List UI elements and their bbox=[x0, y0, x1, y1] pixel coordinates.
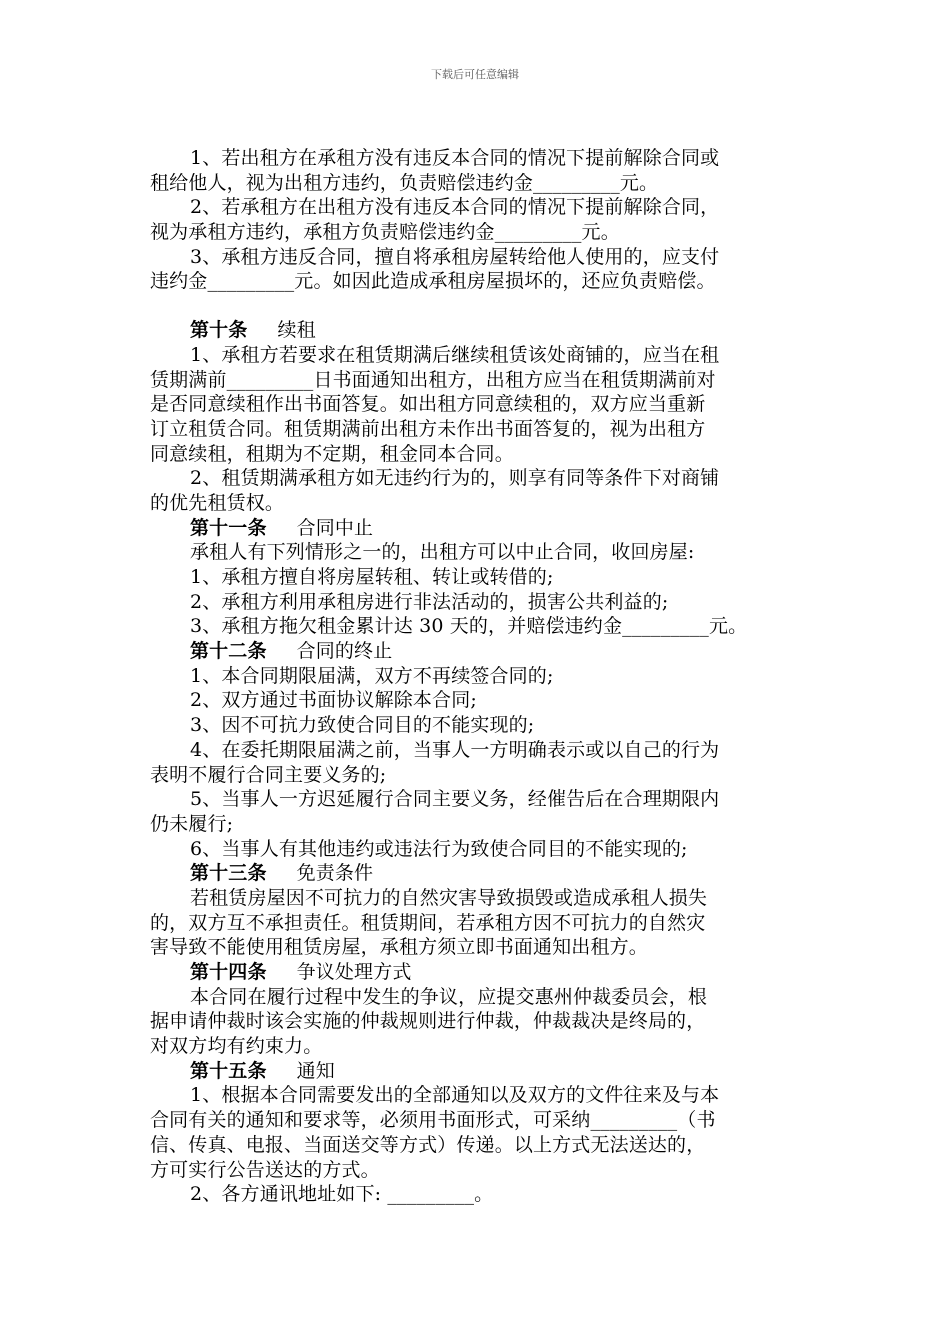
text-line: 赁期满前_________日书面通知出租方，出租方应当在租赁期满前对 bbox=[150, 368, 716, 391]
article-number: 第十五条 bbox=[190, 1059, 267, 1082]
article-title: 续租 bbox=[277, 319, 316, 342]
text-line: 违约金_________元。如因此造成承租房屋损坏的，还应负责赔偿。 bbox=[150, 270, 716, 293]
text-line: 3、因不可抗力致使合同目的不能实现的; bbox=[190, 714, 535, 737]
text-line: 1、若出租方在承租方没有违反本合同的情况下提前解除合同或 bbox=[190, 147, 720, 169]
article-heading bbox=[150, 1059, 810, 1084]
text-line: 租给他人，视为出租方违约，负责赔偿违约金_________元。 bbox=[150, 171, 659, 194]
text-line: 若租赁房屋因不可抗力的自然灾害导致损毁或造成承租人损失 bbox=[190, 886, 708, 909]
text-line: 2、若承租方在出租方没有违反本合同的情况下提前解除合同， bbox=[190, 196, 720, 219]
text-line: 1、根据本合同需要发出的全部通知以及双方的文件往来及与本 bbox=[190, 1084, 720, 1107]
text-line: 2、承租方利用承租房进行非法活动的，损害公共利益的; bbox=[190, 590, 669, 613]
text-line: 5、当事人一方迟延履行合同主要义务，经催告后在合理期限内 bbox=[190, 788, 720, 811]
text-line: 是否同意续租作出书面答复。如出租方同意续租的，双方应当重新 bbox=[150, 393, 706, 416]
article-number: 第十四条 bbox=[190, 961, 267, 983]
article-number: 第十三条 bbox=[190, 862, 267, 885]
text-line: 信、传真、电报、当面送交等方式）传递。以上方式无法送达的， bbox=[150, 1133, 706, 1156]
text-line: 3、承租方拖欠租金累计达 30 天的，并赔偿违约金_________元。 bbox=[190, 615, 748, 638]
text-line: 2、租赁期满承租方如无违约行为的，则享有同等条件下对商铺 bbox=[190, 467, 720, 490]
text-line: 6、当事人有其他违约或违法行为致使合同目的不能实现的; bbox=[190, 837, 688, 860]
text-line: 本合同在履行过程中发生的争议，应提交惠州仲裁委员会，根 bbox=[190, 985, 708, 1008]
text-line: 视为承租方违约，承租方负责赔偿违约金_________元。 bbox=[150, 221, 620, 244]
text-line: 3、承租方违反合同，擅自将承租房屋转给他人使用的，应支付 bbox=[190, 245, 720, 268]
text-line: 害导致不能使用租赁房屋，承租方须立即书面通知出租方。 bbox=[150, 936, 648, 959]
text-line: 1、承租方擅自将房屋转租、转让或转借的; bbox=[190, 566, 554, 588]
text-line: 合同有关的通知和要求等，必须用书面形式，可采纳_________（书 bbox=[150, 1109, 716, 1132]
text-line: 1、承租方若要求在租赁期满后继续租赁该处商铺的，应当在租 bbox=[190, 343, 720, 366]
text-line: 的，双方互不承担责任。租赁期间，若承租方因不可抗力的自然灾 bbox=[150, 911, 706, 934]
article-title: 合同中止 bbox=[296, 516, 374, 539]
article-title: 免责条件 bbox=[296, 862, 374, 885]
document-body bbox=[150, 146, 810, 1207]
text-line: 仍未履行; bbox=[150, 812, 234, 835]
article-heading bbox=[150, 960, 810, 985]
text-line: 据申请仲裁时该会实施的仲裁规则进行仲裁，仲裁裁决是终局的， bbox=[150, 1010, 706, 1033]
article-number: 第十二条 bbox=[190, 640, 267, 663]
text-line: 承租人有下列情形之一的，出租方可以中止合同，收回房屋: bbox=[190, 541, 695, 564]
page-header: 下载后可任意编辑 bbox=[431, 68, 519, 81]
text-line: 1、本合同期限届满，双方不再续签合同的; bbox=[190, 664, 554, 687]
text-line: 2、双方通过书面协议解除本合同; bbox=[190, 689, 477, 712]
article-number: 第十一条 bbox=[190, 516, 267, 539]
article-heading bbox=[150, 861, 810, 886]
text-line: 订立租赁合同。租赁期满前出租方未作出书面答复的，视为出租方 bbox=[150, 417, 706, 440]
article-title: 通知 bbox=[296, 1059, 335, 1082]
text-line: 的优先租赁权。 bbox=[150, 491, 285, 514]
article-title: 合同的终止 bbox=[296, 640, 393, 663]
text-line: 表明不履行合同主要义务的; bbox=[150, 763, 387, 786]
text-line: 同意续租，租期为不定期，租金同本合同。 bbox=[150, 442, 514, 465]
article-title: 争议处理方式 bbox=[296, 961, 412, 983]
article-heading bbox=[150, 318, 810, 343]
text-line: 对双方均有约束力。 bbox=[150, 1035, 323, 1058]
article-number: 第十条 bbox=[190, 319, 248, 342]
text-line: 方可实行公告送达的方式。 bbox=[150, 1158, 380, 1181]
article-heading bbox=[150, 516, 810, 541]
text-line: 4、在委托期限届满之前，当事人一方明确表示或以自己的行为 bbox=[190, 738, 720, 761]
section-gap bbox=[150, 294, 810, 318]
article-heading bbox=[150, 639, 810, 664]
text-line: 2、各方通讯地址如下: _________。 bbox=[190, 1183, 494, 1206]
